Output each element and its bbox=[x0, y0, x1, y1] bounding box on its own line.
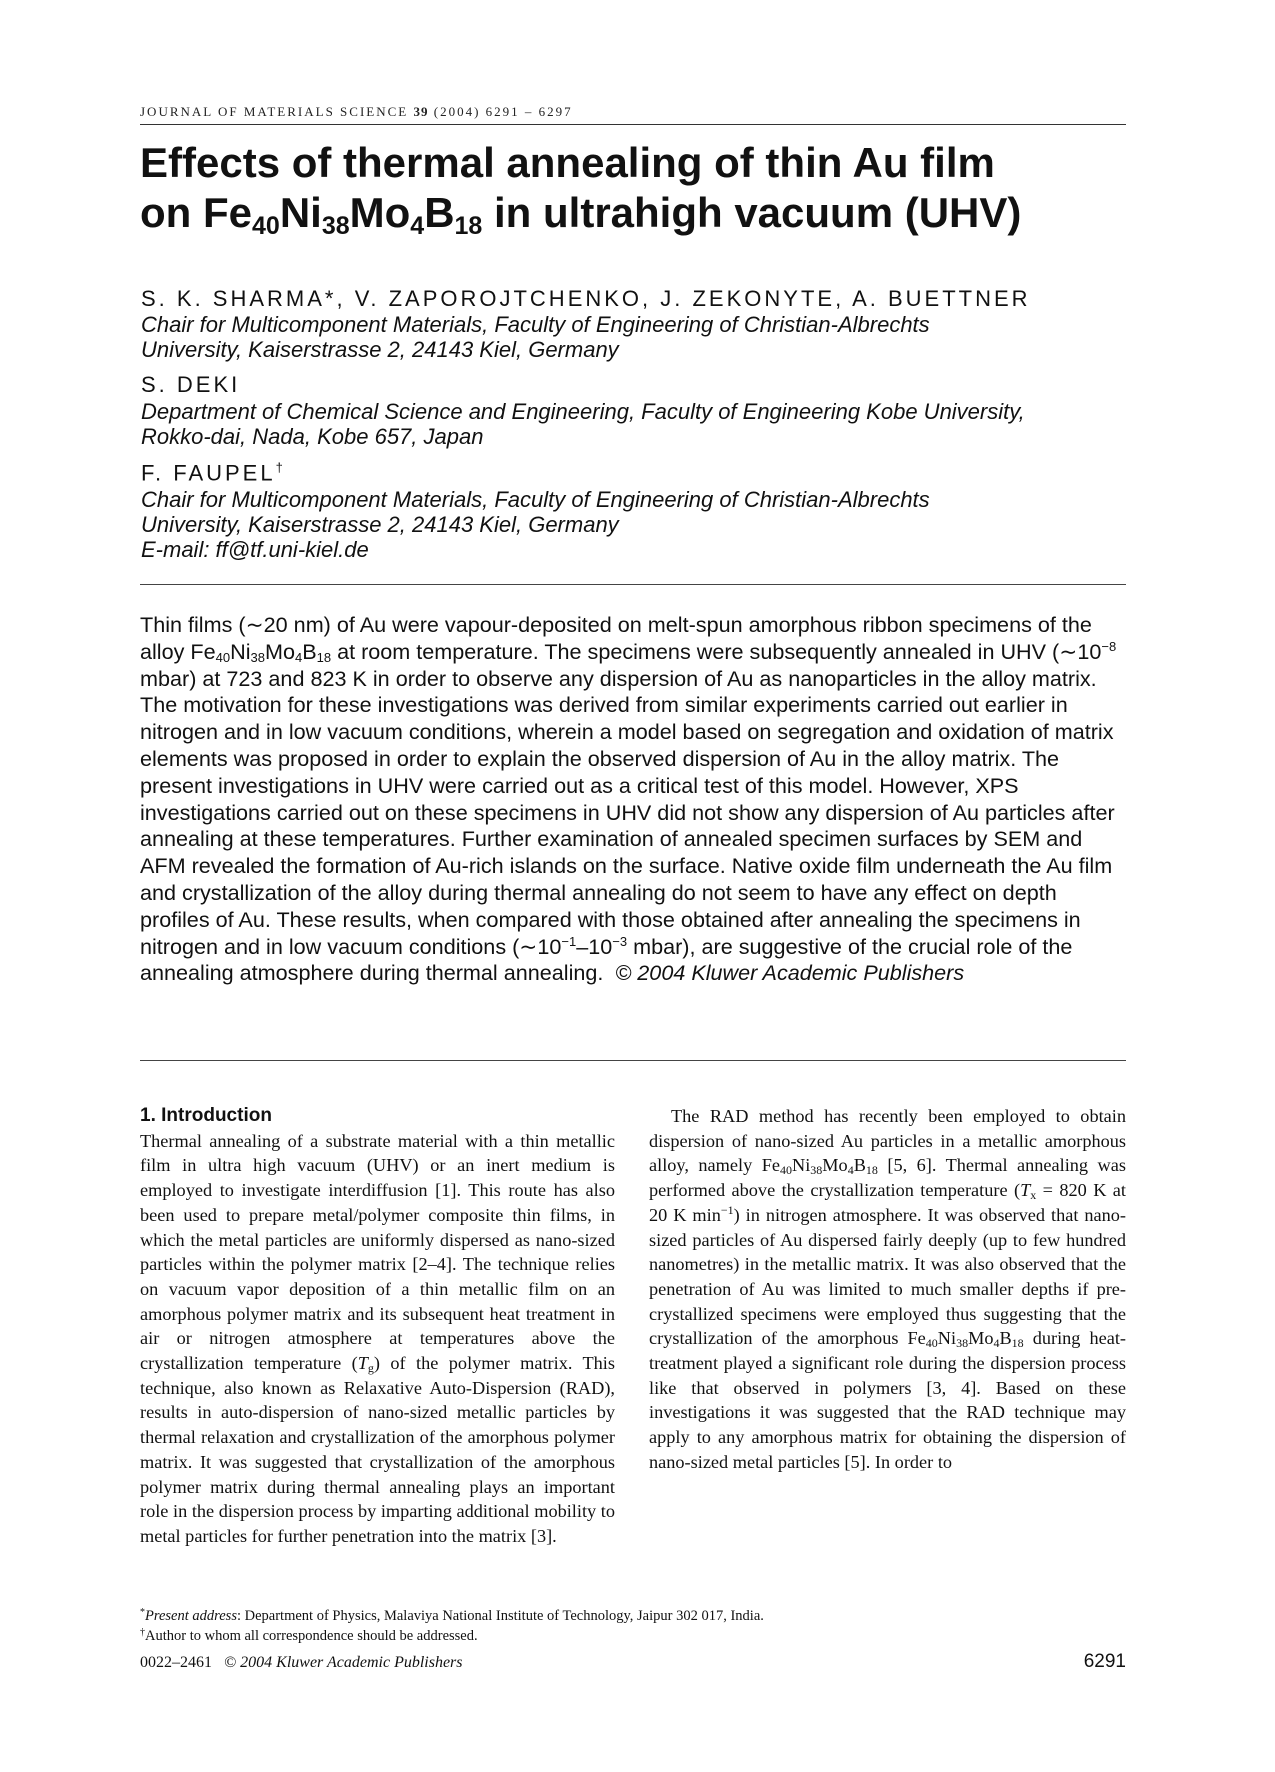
abstract-bottom-rule bbox=[140, 1060, 1126, 1061]
footnote-present-address: *Present address: Department of Physics, Malaviya National Institute of Technology, Jaipur 302 017, India. bbox=[140, 1607, 764, 1624]
header-rule bbox=[140, 124, 1126, 125]
contact-email: E-mail: ff@tf.uni-kiel.de bbox=[141, 537, 369, 562]
footer-issn: 0022–2461 © 2004 Kluwer Academic Publishers bbox=[140, 1654, 463, 1671]
author-group-3: F. FAUPEL† bbox=[141, 460, 286, 486]
intro-paragraph-1: Thermal annealing of a substrate material with a thin metallic film in ultra high vacuum (UHV) or an inert medium is employed to investigate interdiffusion [1]. This route has also been used to prepare metal/polymer composite thin films, in which the metal particles are uniformly dispersed as nano-sized particles within the polymer matrix [2–4]. The technique relies on vacuum vapor deposition of a thin metallic film on an amorphous polymer matrix and its subsequent heat treatment in air or nitrogen atmosphere at temperatures above the crystallization temperature $(T_g)$ of the polymer matrix. This technique, also known as Relaxative Auto-Dispersion (RAD), results in auto-dispersion of nano-sized metallic particles by thermal relaxation and crystallization of the amorphous polymer matrix. It was suggested that crystallization of the amorphous polymer matrix during thermal annealing plays an important role in the dispersion process by imparting additional mobility to metal particles for further penetration into the matrix [3]. bbox=[140, 1130, 615, 1546]
journal-pages: (2004) 6291 – 6297 bbox=[433, 104, 573, 119]
title-line-2: on $Fe_{40}Ni_{38}Mo_4B_{18}$ in ultrahigh vacuum (UHV) bbox=[140, 189, 1022, 240]
abstract: Thin films (∼20 nm) of Au were vapour-deposited on melt-spun amorphous ribbon specimens of the alloy $Fe_{40}Ni_{38}Mo_4B_{18}$ at room temperature. The specimens were subsequently annealed in UHV ($\sim 10^{-8}$ mbar) at 723 and 823 K in order to observe any dispersion of Au as nanoparticles in the alloy matrix. The motivation for these investigations was derived from similar experiments carried out earlier in nitrogen and in low vacuum conditions, wherein a model based on segregation and oxidation of matrix elements was proposed in order to explain the observed dispersion of Au in the alloy matrix. The present investigations in UHV were carried out as a critical test of this model. However, XPS investigations carried out on these specimens in UHV did not show any dispersion of Au particles after annealing at these temperatures. Further examination of annealed specimen surfaces by SEM and AFM revealed the formation of Au-rich islands on the surface. Native oxide film underneath the Au film and crystallization of the alloy during thermal annealing do not seem to have any effect on depth profiles of Au. These results, when compared with those obtained after annealing the specimens in nitrogen and in low vacuum conditions ($\sim 10^{-1}-10^{-3}$ mbar), are suggestive of the crucial role of the annealing atmosphere during thermal annealing. © 2004 Kluwer Academic Publishers bbox=[140, 612, 1117, 986]
author-group-2: S. DEKI bbox=[141, 372, 241, 397]
section-heading-introduction: 1. Introduction bbox=[140, 1105, 272, 1126]
journal-volume: 39 bbox=[413, 104, 429, 119]
page-number: 6291 bbox=[1083, 1651, 1126, 1672]
affiliation-2: Department of Chemical Science and Engineering, Faculty of Engineering Kobe University, Rokko-dai, Nada, Kobe 657, Japan bbox=[141, 399, 1025, 449]
intro-paragraph-2: The RAD method has recently been employed to obtain dispersion of nano-sized Au particles in a metallic amorphous alloy, namely $Fe_{40}Ni_{38}Mo_4B_{18}$ [5, 6]. Thermal annealing was performed above the crystallization temperature ($T_x = 820$ K at 20 K $\min^{-1}$) in nitrogen atmosphere. It was observed that nano-sized particles of Au dispersed fairly deeply (up to few hundred nanometres) in the metallic matrix. It was also observed that the penetration of Au was limited to much smaller depths if pre-crystallized specimens were employed thus suggesting that the crystallization of the amorphous $Fe_{40}Ni_{38}Mo_4B_{18}$ during heat-treatment played a significant role during the dispersion process like that observed in polymers [3, 4]. Based on these investigations it was suggested that the RAD technique may apply to any amorphous matrix for obtaining the dispersion of nano-sized metal particles [5]. In order to bbox=[649, 1106, 1127, 1472]
affiliation-3: Chair for Multicomponent Materials, Faculty of Engineering of Christian-Albrechts University, Kaiserstrasse 2, 24143 Kiel, Germany E-mail: ff@tf.uni-kiel.de bbox=[141, 487, 1131, 562]
footer-copyright: © 2004 Kluwer Academic Publishers bbox=[224, 1654, 463, 1671]
author-group-1: S. K. SHARMA*, V. ZAPOROJTCHENKO, J. ZEKONYTE, A. BUETTNER bbox=[141, 286, 1031, 311]
affiliation-1: Chair for Multicomponent Materials, Faculty of Engineering of Christian-Albrechts University, Kaiserstrasse 2, 24143 Kiel, Germany bbox=[141, 312, 930, 362]
body-column-right bbox=[649, 1104, 1126, 1475]
abstract-copyright: © 2004 Kluwer Academic Publishers bbox=[615, 960, 965, 986]
footnote-correspondence: †Author to whom all correspondence should be addressed. bbox=[140, 1627, 478, 1644]
title-line-1: Effects of thermal annealing of thin Au film bbox=[140, 139, 995, 186]
journal-name: JOURNAL OF MATERIALS SCIENCE bbox=[140, 104, 409, 119]
body-column-left bbox=[140, 1104, 615, 1549]
running-header bbox=[140, 104, 1126, 120]
article-title bbox=[140, 138, 1140, 238]
abstract-top-rule bbox=[140, 584, 1126, 585]
